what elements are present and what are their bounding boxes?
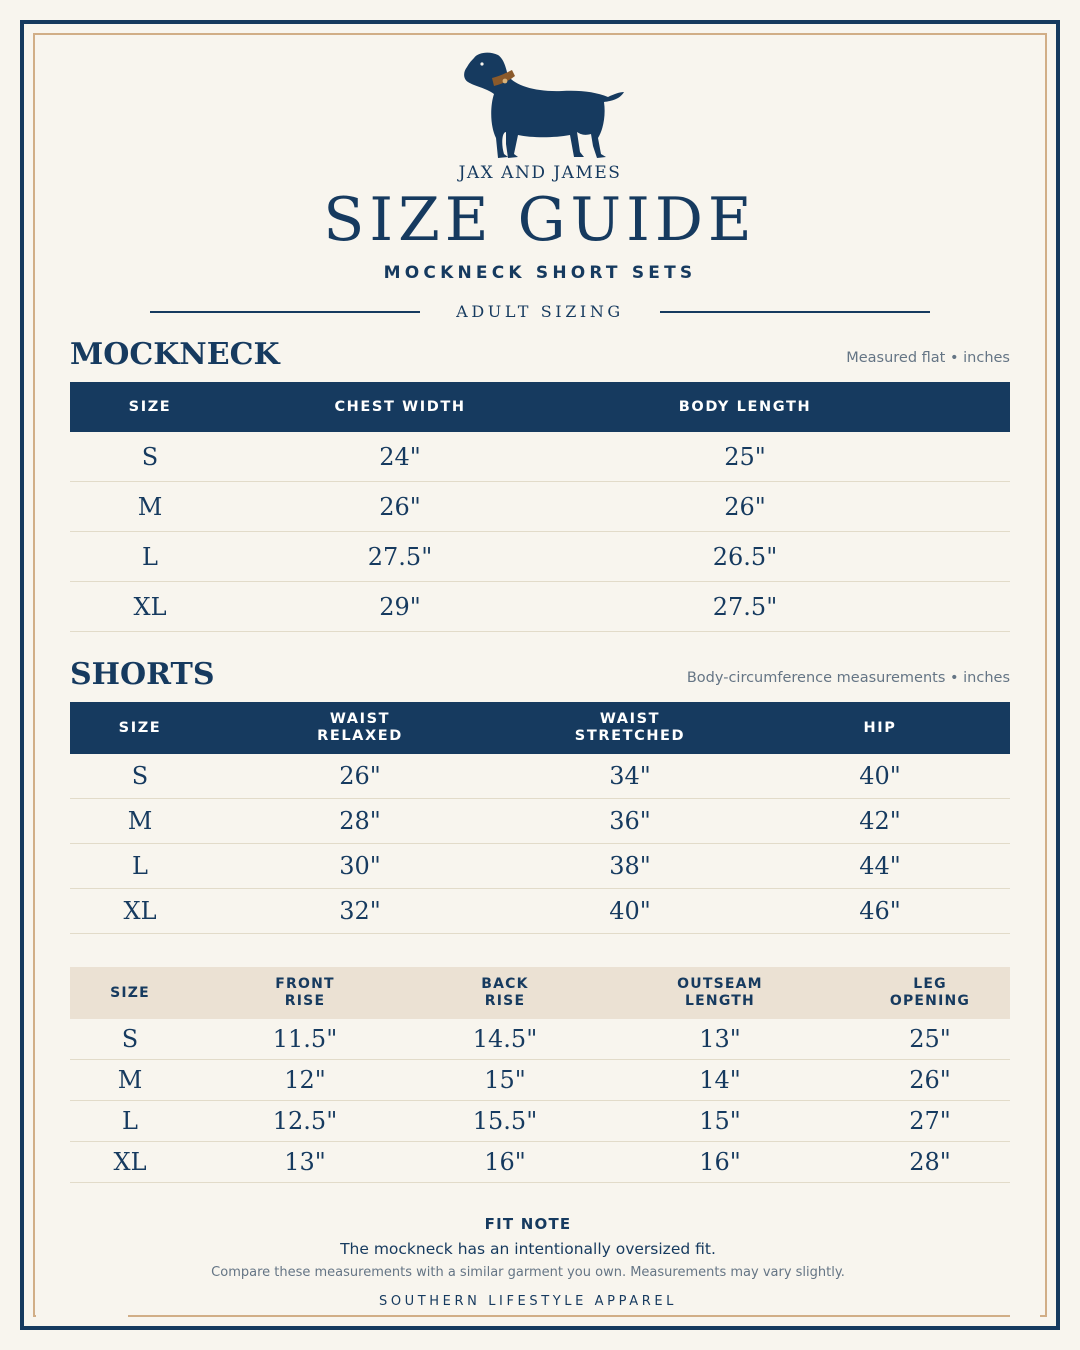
column-header: HIP (863, 719, 897, 736)
measurement-cell: 27.5" (367, 542, 433, 571)
column-header: WAIST STRETCHED (574, 711, 686, 744)
measurement-cell: 14" (699, 1066, 741, 1094)
measurement-cell: 25" (909, 1025, 951, 1053)
measurement-cell: 44" (859, 852, 901, 880)
measurement-cell: 13" (699, 1025, 741, 1053)
fit-note-text: The mockneck has an intentionally oversized fit. (340, 1240, 716, 1258)
measurement-cell: 40" (609, 897, 651, 925)
measurement-cell: 38" (609, 852, 651, 880)
table-row (70, 1142, 1010, 1183)
shorts-note: Body-circumference measurements • inches (686, 670, 1010, 686)
labrador-dog-icon (462, 50, 628, 162)
size-cell: XL (133, 592, 167, 621)
size-cell: M (137, 492, 163, 521)
table-row (70, 532, 1010, 582)
measurement-cell: 32" (339, 897, 381, 925)
column-header: SIZE (118, 719, 162, 736)
table-row (70, 1060, 1010, 1101)
measurement-cell: 25" (724, 442, 766, 471)
fit-note-small: Compare these measurements with a similar garment you own. Measurements may vary slightly. (211, 1265, 845, 1280)
measurement-cell: 16" (484, 1148, 526, 1176)
measurement-cell: 12.5" (272, 1107, 338, 1135)
shorts-title: SHORTS (70, 657, 215, 692)
measurement-cell: 12" (284, 1066, 326, 1094)
column-header: CHEST WIDTH (334, 398, 466, 415)
size-cell: L (122, 1107, 138, 1135)
divider-left (150, 311, 420, 313)
measurement-cell: 26.5" (712, 542, 778, 571)
measurement-cell: 28" (909, 1148, 951, 1176)
column-header: SIZE (110, 984, 150, 1001)
table-row (70, 582, 1010, 632)
border-gap-right (1010, 1311, 1040, 1319)
column-header: LEG OPENING (889, 976, 971, 1009)
measurement-cell: 34" (609, 762, 651, 790)
measurement-cell: 30" (339, 852, 381, 880)
column-header: BACK RISE (481, 976, 529, 1009)
size-cell: M (117, 1066, 143, 1094)
measurement-cell: 40" (859, 762, 901, 790)
measurement-cell: 42" (859, 807, 901, 835)
size-cell: S (131, 762, 149, 790)
column-header: BODY LENGTH (678, 398, 812, 415)
table-header (70, 702, 1010, 754)
size-cell: S (121, 1025, 139, 1053)
size-cell: M (127, 807, 153, 835)
size-cell: S (141, 442, 159, 471)
table-row (70, 889, 1010, 934)
measurement-cell: 11.5" (272, 1025, 338, 1053)
footer-tagline: SOUTHERN LIFESTYLE APPAREL (378, 1294, 678, 1309)
size-cell: XL (113, 1148, 147, 1176)
size-cell: L (132, 852, 148, 880)
fit-note-title: FIT NOTE (484, 1215, 572, 1233)
measurement-cell: 15.5" (472, 1107, 538, 1135)
measurement-cell: 26" (339, 762, 381, 790)
shorts-table (70, 702, 1010, 934)
adult-sizing-label: ADULT SIZING (456, 302, 624, 321)
table-header (70, 967, 1010, 1019)
table-row (70, 799, 1010, 844)
table-row (70, 754, 1010, 799)
page-subtitle: MOCKNECK SHORT SETS (383, 263, 697, 283)
column-header: WAIST RELAXED (317, 711, 403, 744)
measurement-cell: 26" (379, 492, 421, 521)
table-row (70, 482, 1010, 532)
size-cell: XL (123, 897, 157, 925)
measurement-cell: 16" (699, 1148, 741, 1176)
divider-right (660, 311, 930, 313)
measurement-cell: 26" (909, 1066, 951, 1094)
measurement-cell: 36" (609, 807, 651, 835)
measurement-cell: 15" (484, 1066, 526, 1094)
table-header (70, 382, 1010, 432)
page-title: SIZE GUIDE (323, 185, 757, 255)
measurement-cell: 24" (379, 442, 421, 471)
shorts-detail-table (70, 967, 1010, 1183)
measurement-cell: 26" (724, 492, 766, 521)
table-row (70, 1101, 1010, 1142)
table-row (70, 432, 1010, 482)
measurement-cell: 29" (379, 592, 421, 621)
measurement-cell: 28" (339, 807, 381, 835)
size-cell: L (142, 542, 158, 571)
measurement-cell: 27.5" (712, 592, 778, 621)
brand-name: JAX AND JAMES (458, 163, 622, 183)
table-row (70, 1019, 1010, 1060)
mockneck-note: Measured flat • inches (846, 350, 1010, 366)
column-header: OUTSEAM LENGTH (677, 976, 763, 1009)
measurement-cell: 46" (859, 897, 901, 925)
column-header: FRONT RISE (275, 976, 335, 1009)
measurement-cell: 14.5" (472, 1025, 538, 1053)
mockneck-title: MOCKNECK (70, 337, 280, 372)
table-row (70, 844, 1010, 889)
measurement-cell: 15" (699, 1107, 741, 1135)
measurement-cell: 27" (909, 1107, 951, 1135)
mockneck-table (70, 382, 1010, 632)
column-header: SIZE (128, 398, 172, 415)
border-gap-left (36, 1311, 128, 1319)
measurement-cell: 13" (284, 1148, 326, 1176)
